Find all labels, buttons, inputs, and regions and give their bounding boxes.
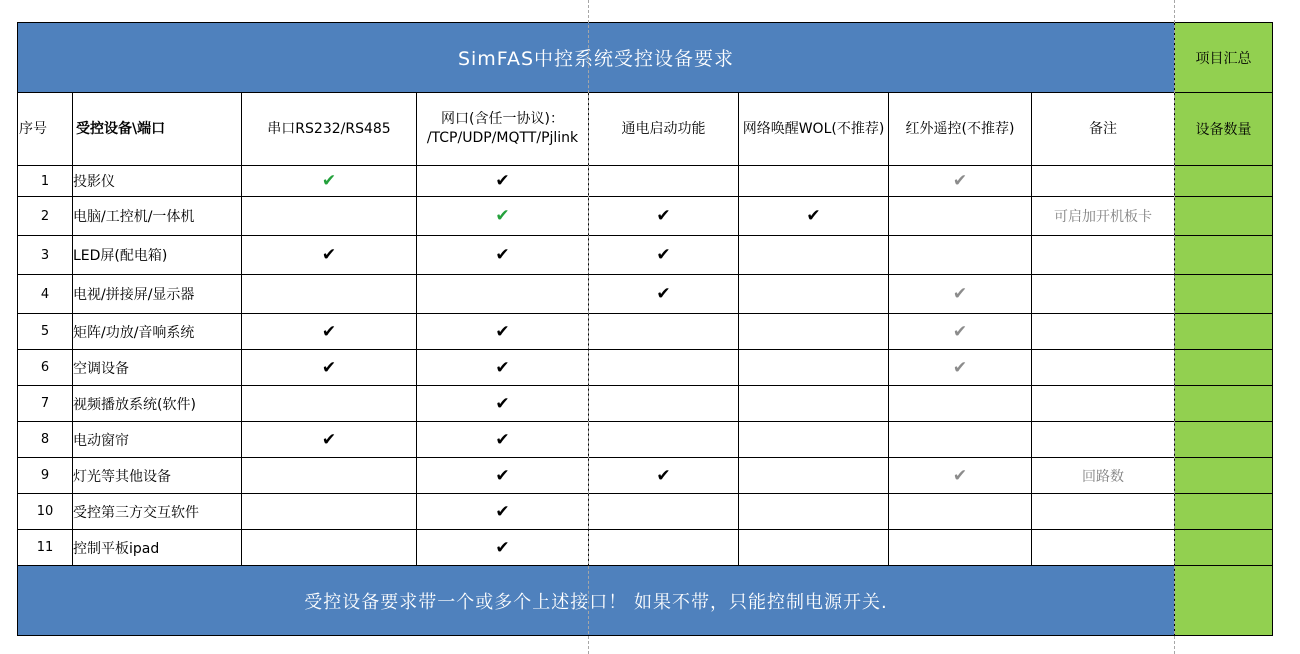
cell-wol[interactable] [739,166,889,197]
cell-power-on[interactable] [589,236,739,275]
check-icon: ✔ [321,245,337,265]
row-number[interactable]: 10 [18,494,73,530]
check-icon: ✔ [495,357,510,378]
table-row [18,236,1273,275]
cell-ir[interactable] [889,386,1032,422]
summary-cell[interactable] [1175,314,1273,350]
table-row [18,314,1273,350]
check-icon: ✔ [495,501,510,522]
cell-power-on[interactable] [589,166,739,197]
col-header-network[interactable] [417,93,589,166]
check-icon: ✔ [656,206,671,226]
col-header-network-line2: /TCP/UDP/MQTT/Pjlink [426,130,579,146]
check-icon: ✔ [656,465,671,486]
summary-cell[interactable] [1175,422,1273,458]
check-icon: ✔ [495,206,510,226]
cell-wol[interactable] [739,530,889,566]
cell-wol[interactable] [739,314,889,350]
check-icon: ✔ [321,171,337,191]
cell-network[interactable] [417,530,589,566]
device-name[interactable]: LED屏(配电箱) [73,236,242,275]
summary-cell[interactable] [1175,197,1273,236]
header-row [18,93,1273,166]
cell-remark[interactable] [1032,530,1175,566]
cell-power-on[interactable] [589,386,739,422]
summary-cell[interactable] [1175,386,1273,422]
cell-remark[interactable] [1032,166,1175,197]
check-icon: ✔ [952,321,968,342]
check-icon: ✔ [495,321,510,342]
cell-network[interactable] [417,458,589,494]
cell-ir[interactable] [889,494,1032,530]
cell-serial[interactable] [242,494,417,530]
row-number[interactable]: 4 [18,275,73,314]
cell-network[interactable] [417,350,589,386]
table-row [18,494,1273,530]
cell-serial[interactable] [242,386,417,422]
cell-wol[interactable] [739,458,889,494]
title-row [18,23,1273,93]
summary-cell[interactable] [1175,494,1273,530]
col-header-network-line1: 网口(含任一协议)： [441,111,564,127]
row-number[interactable]: 7 [18,386,73,422]
cell-power-on[interactable] [589,422,739,458]
device-name[interactable]: 空调设备 [73,350,242,386]
device-name[interactable]: 矩阵/功放/音响系统 [73,314,242,350]
cell-remark[interactable] [1032,386,1175,422]
check-icon: ✔ [952,465,968,486]
device-name[interactable]: 电动窗帘 [73,422,242,458]
row-number[interactable]: 5 [18,314,73,350]
device-name[interactable]: 电脑/工控机/一体机 [73,197,242,236]
cell-ir[interactable] [889,197,1032,236]
row-number[interactable]: 3 [18,236,73,275]
check-icon: ✔ [321,321,337,342]
cell-network[interactable] [417,166,589,197]
summary-cell[interactable] [1175,166,1273,197]
check-icon: ✔ [321,429,337,450]
cell-serial[interactable] [242,197,417,236]
col-header-power-on[interactable]: 通电启动功能 [589,93,739,166]
cell-ir[interactable] [889,275,1032,314]
cell-remark[interactable]: 可启加开机板卡 [1032,197,1175,236]
table-row [18,166,1273,197]
cell-ir[interactable] [889,236,1032,275]
row-number[interactable]: 1 [18,166,73,197]
cell-network[interactable] [417,494,589,530]
sheet-title[interactable]: SimFAS中控系统受控设备要求 [18,23,1175,93]
device-name[interactable]: 灯光等其他设备 [73,458,242,494]
device-name[interactable]: 电视/拼接屏/显示器 [73,275,242,314]
table-row [18,458,1273,494]
device-name[interactable]: 受控第三方交互软件 [73,494,242,530]
cell-remark[interactable] [1032,236,1175,275]
row-number[interactable]: 6 [18,350,73,386]
cell-ir[interactable] [889,166,1032,197]
summary-cell[interactable] [1175,350,1273,386]
cell-wol[interactable] [739,494,889,530]
summary-cell[interactable] [1175,458,1273,494]
summary-header[interactable]: 项目汇总 [1175,23,1273,93]
footer-row [18,566,1273,636]
row-number[interactable]: 2 [18,197,73,236]
check-icon: ✔ [952,357,968,378]
summary-cell[interactable] [1175,566,1273,636]
cell-serial[interactable] [242,236,417,275]
cell-ir[interactable] [889,530,1032,566]
device-name[interactable]: 视频播放系统(软件) [73,386,242,422]
device-requirements-table [17,22,1273,636]
cell-network[interactable] [417,422,589,458]
cell-serial[interactable] [242,314,417,350]
cell-power-on[interactable] [589,458,739,494]
col-header-remark[interactable]: 备注 [1032,93,1175,166]
cell-network[interactable] [417,275,589,314]
cell-remark[interactable] [1032,314,1175,350]
summary-cell[interactable] [1175,275,1273,314]
cell-power-on[interactable] [589,350,739,386]
check-icon: ✔ [495,537,510,558]
check-icon: ✔ [952,284,968,304]
cell-ir[interactable] [889,350,1032,386]
table-row [18,530,1273,566]
cell-serial[interactable] [242,166,417,197]
table-row [18,350,1273,386]
cell-network[interactable] [417,197,589,236]
cell-wol[interactable] [739,236,889,275]
cell-serial[interactable] [242,458,417,494]
cell-power-on[interactable] [589,494,739,530]
cell-remark[interactable] [1032,275,1175,314]
check-icon: ✔ [656,245,671,265]
cell-serial[interactable] [242,422,417,458]
cell-ir[interactable] [889,422,1032,458]
cell-remark[interactable] [1032,350,1175,386]
cell-network[interactable] [417,236,589,275]
cell-power-on[interactable] [589,314,739,350]
check-icon: ✔ [495,393,510,414]
check-icon: ✔ [321,357,337,378]
cell-network[interactable] [417,314,589,350]
col-header-device[interactable]: 受控设备\端口 [73,93,242,166]
cell-wol[interactable] [739,350,889,386]
check-icon: ✔ [495,245,510,265]
cell-wol[interactable] [739,386,889,422]
cell-serial[interactable] [242,530,417,566]
summary-subheader[interactable]: 设备数量 [1175,93,1273,166]
row-number[interactable]: 11 [18,530,73,566]
cell-power-on[interactable] [589,197,739,236]
cell-serial[interactable] [242,350,417,386]
cell-ir[interactable] [889,314,1032,350]
cell-remark[interactable] [1032,494,1175,530]
check-icon: ✔ [495,171,510,191]
table-row [18,275,1273,314]
cell-wol[interactable] [739,422,889,458]
table-row [18,386,1273,422]
check-icon: ✔ [656,284,671,304]
device-name[interactable]: 投影仪 [73,166,242,197]
check-icon: ✔ [952,171,968,191]
cell-power-on[interactable] [589,275,739,314]
summary-cell[interactable] [1175,236,1273,275]
col-header-wol[interactable]: 网络唤醒WOL(不推荐) [739,93,889,166]
cell-power-on[interactable] [589,530,739,566]
cell-network[interactable] [417,386,589,422]
check-icon: ✔ [495,429,510,450]
cell-remark[interactable] [1032,422,1175,458]
row-number[interactable]: 8 [18,422,73,458]
cell-remark[interactable]: 回路数 [1032,458,1175,494]
page-break-guide [588,0,589,654]
summary-cell[interactable] [1175,530,1273,566]
device-name[interactable]: 控制平板ipad [73,530,242,566]
cell-wol[interactable] [739,197,889,236]
col-header-serial[interactable]: 串口RS232/RS485 [242,93,417,166]
footer-note[interactable]: 受控设备要求带一个或多个上述接口！ 如果不带，只能控制电源开关. [18,566,1175,636]
check-icon: ✔ [806,206,821,226]
table-row [18,197,1273,236]
cell-ir[interactable] [889,458,1032,494]
cell-wol[interactable] [739,275,889,314]
row-number[interactable]: 9 [18,458,73,494]
page-break-guide [1174,0,1175,654]
col-header-ir[interactable]: 红外遥控(不推荐) [889,93,1032,166]
cell-serial[interactable] [242,275,417,314]
check-icon: ✔ [495,465,510,486]
col-header-seq[interactable]: 序号 [18,93,73,166]
table-row [18,422,1273,458]
